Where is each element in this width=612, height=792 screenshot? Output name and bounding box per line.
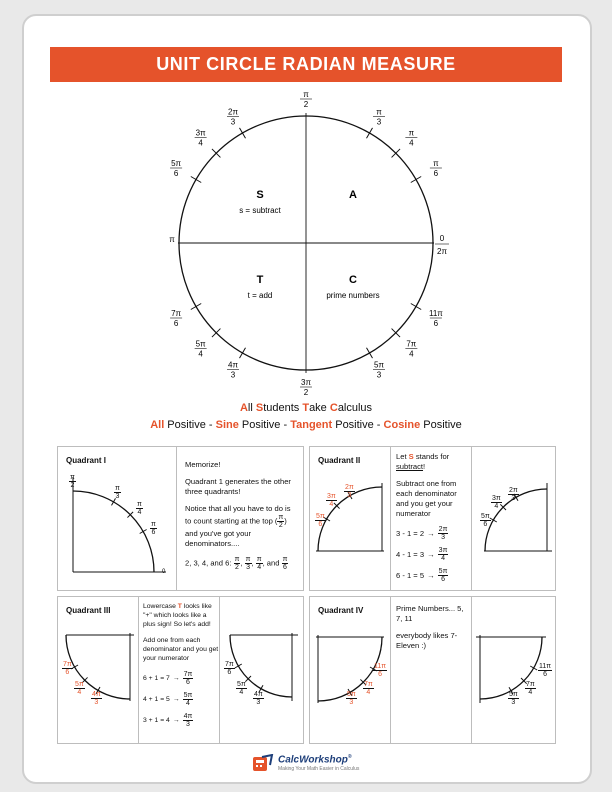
quadrant-4-title: Quadrant IV bbox=[318, 606, 364, 615]
quadrant-2-title: Quadrant II bbox=[318, 456, 361, 465]
svg-text:3: 3 bbox=[230, 117, 236, 127]
quadrant-note-c: prime numbers bbox=[326, 291, 380, 300]
svg-text:5π: 5π bbox=[195, 339, 206, 349]
angle-label-two-pi-third bbox=[227, 108, 239, 127]
q4b-frac-7pi-4: $\frac{7\pi}{4}$ bbox=[526, 681, 535, 696]
svg-text:11π: 11π bbox=[428, 309, 443, 318]
label-zero: 0 bbox=[439, 234, 445, 243]
q1-frac-pi-3: $\frac{\pi}{3}$ bbox=[115, 485, 120, 500]
page-title: UNIT CIRCLE RADIAN MEASURE bbox=[50, 47, 562, 82]
angle-label-four-pi-third bbox=[227, 360, 239, 379]
q3b-frac-4pi-3: $\frac{4\pi}{3}$ bbox=[254, 691, 263, 706]
q3-frac-4pi-3: $\frac{4\pi}{3}$ bbox=[92, 691, 101, 706]
svg-text:3π: 3π bbox=[301, 378, 311, 387]
quadrant-3-text: Lowercase T looks like "+" which looks like a plus sign! So let's add! Add one from each denominator and you get your numerator 6 + 1 = 7 → $\frac{7\pi}{6}$ 4 + 1 = 5 → $\frac{5\pi}{4}$ 3 + 1 = 4 → $\frac{4\pi}{3}$ bbox=[143, 603, 219, 728]
q2b-frac-2pi-3: $\frac{2\pi}{3}$ bbox=[509, 487, 518, 502]
svg-text:π: π bbox=[376, 107, 382, 117]
panel-divider bbox=[390, 597, 391, 743]
svg-text:2π: 2π bbox=[228, 107, 238, 117]
svg-text:3: 3 bbox=[230, 370, 236, 380]
tick-30 bbox=[411, 177, 421, 183]
panel-divider bbox=[390, 447, 391, 590]
angle-label-five-pi-sixth bbox=[170, 159, 182, 178]
q4-frac-11pi-6: $\frac{11\pi}{6}$ bbox=[374, 663, 387, 678]
quadrant-1-text: Memorize! Quadrant 1 generates the other three quadrants! Notice that all you have to do is to count starting at the top ( $\frac{\pi}{2}$ ) and you've got your denominators.... 2, 3, 4, and 6: $\frac{\pi}{2}$ , $\frac{\pi}{3}$ , $\frac{\pi}{4}$ , and $\frac{\pi}{6}$ bbox=[185, 460, 291, 571]
tick-150 bbox=[191, 177, 201, 183]
quadrant-letter-a: A bbox=[349, 189, 357, 201]
quadrant-1-graph bbox=[58, 447, 178, 590]
svg-text:2: 2 bbox=[303, 100, 309, 109]
svg-text:4π: 4π bbox=[228, 360, 238, 370]
q2b-frac-3pi-4: $\frac{3\pi}{4}$ bbox=[492, 495, 501, 510]
q3b-frac-7pi-6: $\frac{7\pi}{6}$ bbox=[225, 661, 234, 676]
calculator-logo-icon bbox=[252, 754, 274, 772]
mini-tick-30 bbox=[140, 530, 147, 534]
q2-frac-3pi-4: $\frac{3\pi}{4}$ bbox=[327, 493, 336, 508]
q4b-frac-11pi-6: $\frac{11\pi}{6}$ bbox=[539, 663, 552, 678]
quadrant-3-title: Quadrant III bbox=[66, 606, 111, 615]
q3b-frac-5pi-4: $\frac{5\pi}{4}$ bbox=[237, 681, 246, 696]
svg-text:3π: 3π bbox=[195, 128, 206, 138]
mnemonic-line-1: All Students Take Calculus bbox=[239, 402, 373, 414]
svg-text:0: 0 bbox=[162, 569, 166, 575]
svg-text:7π: 7π bbox=[171, 309, 182, 318]
tick-300 bbox=[367, 348, 373, 358]
q4-frac-5pi-3: $\frac{5\pi}{3}$ bbox=[347, 691, 356, 706]
q2b-frac-5pi-6: $\frac{5\pi}{6}$ bbox=[481, 513, 490, 528]
quadrant-note-s: s = subtract bbox=[239, 206, 281, 215]
svg-text:4: 4 bbox=[198, 138, 203, 148]
q3-frac-7pi-6: $\frac{7\pi}{6}$ bbox=[63, 661, 72, 676]
svg-text:3: 3 bbox=[376, 370, 382, 380]
svg-text:3: 3 bbox=[376, 117, 382, 127]
tick-330 bbox=[411, 304, 421, 310]
q4b-frac-5pi-3: $\frac{5\pi}{3}$ bbox=[509, 691, 518, 706]
angle-label-pi-sixth bbox=[430, 159, 442, 178]
q4-frac-7pi-4: $\frac{7\pi}{4}$ bbox=[364, 681, 373, 696]
quadrant-letter-t: T bbox=[256, 274, 264, 286]
svg-text:2: 2 bbox=[303, 388, 309, 397]
quadrant-letter-s: S bbox=[256, 189, 264, 201]
tick-60 bbox=[367, 128, 373, 138]
svg-text:6: 6 bbox=[433, 169, 439, 178]
tick-120 bbox=[240, 128, 246, 138]
svg-text:π: π bbox=[408, 128, 415, 138]
angle-label-five-pi-fourth bbox=[195, 339, 207, 358]
q1-frac-pi-4: $\frac{\pi}{4}$ bbox=[137, 501, 142, 516]
mnemonic-line-2: All Positive - Sine Positive - Tangent Positive - Cosine Positive bbox=[150, 419, 462, 431]
angle-label-pi-third bbox=[373, 108, 385, 127]
q2-frac-5pi-6: $\frac{5\pi}{6}$ bbox=[316, 513, 325, 528]
svg-text:π: π bbox=[433, 159, 439, 168]
angle-fraction-labels bbox=[170, 90, 443, 397]
quadrant-note-t: t = add bbox=[247, 291, 273, 300]
angle-label-pi-half bbox=[300, 90, 312, 109]
panel-divider bbox=[138, 597, 139, 743]
svg-text:5π: 5π bbox=[374, 360, 384, 370]
angle-label-pi-fourth bbox=[405, 129, 417, 148]
q2-frac-2pi-3: $\frac{2\pi}{3}$ bbox=[345, 484, 354, 499]
quadrant-letter-c: C bbox=[349, 274, 357, 286]
q3-frac-5pi-4: $\frac{5\pi}{4}$ bbox=[75, 681, 84, 696]
angle-label-seven-pi-fourth bbox=[405, 339, 417, 358]
svg-text:6: 6 bbox=[173, 319, 179, 328]
panel-divider bbox=[176, 447, 177, 590]
angle-label-eleven-pi-sixth bbox=[429, 309, 443, 328]
svg-text:4: 4 bbox=[198, 349, 203, 359]
angle-label-three-pi-fourth bbox=[195, 129, 207, 148]
tick-210 bbox=[191, 304, 201, 310]
label-pi: π bbox=[169, 235, 175, 244]
calcworkshop-logo: CalcWorkshop® Making Your Math Easier in Calculus bbox=[252, 754, 359, 772]
svg-text:4: 4 bbox=[409, 138, 414, 148]
svg-text:π: π bbox=[303, 90, 309, 99]
angle-label-seven-pi-sixth bbox=[170, 309, 182, 328]
angle-label-three-pi-half bbox=[300, 378, 312, 397]
q1-frac-pi-2: $\frac{\pi}{2}$ bbox=[70, 474, 75, 489]
angle-label-five-pi-third bbox=[373, 360, 385, 379]
svg-text:6: 6 bbox=[173, 169, 179, 178]
svg-text:7π: 7π bbox=[406, 339, 417, 349]
quadrant-4-text: Prime Numbers... 5, 7, 11 everybody likes 7-Eleven :) bbox=[396, 604, 464, 650]
unit-circle-diagram bbox=[150, 84, 462, 404]
label-two-pi: 2π bbox=[437, 247, 447, 256]
svg-text:5π: 5π bbox=[171, 159, 182, 168]
svg-text:4: 4 bbox=[409, 349, 414, 359]
q1-frac-pi-6: $\frac{\pi}{6}$ bbox=[151, 521, 156, 536]
quadrant-1-title: Quadrant I bbox=[66, 456, 107, 465]
quadrant-2-text: Let S stands for subtract! Subtract one from each denominator and you get your numerator 3 - 1 = 2 → $\frac{2\pi}{3}$ 4 - 1 = 3 → $\frac{3\pi}{4}$ 6 - 1 = 5 → $\frac{5\pi}{6}$ bbox=[396, 452, 457, 583]
tick-240 bbox=[240, 348, 246, 358]
svg-text:6: 6 bbox=[433, 319, 439, 328]
